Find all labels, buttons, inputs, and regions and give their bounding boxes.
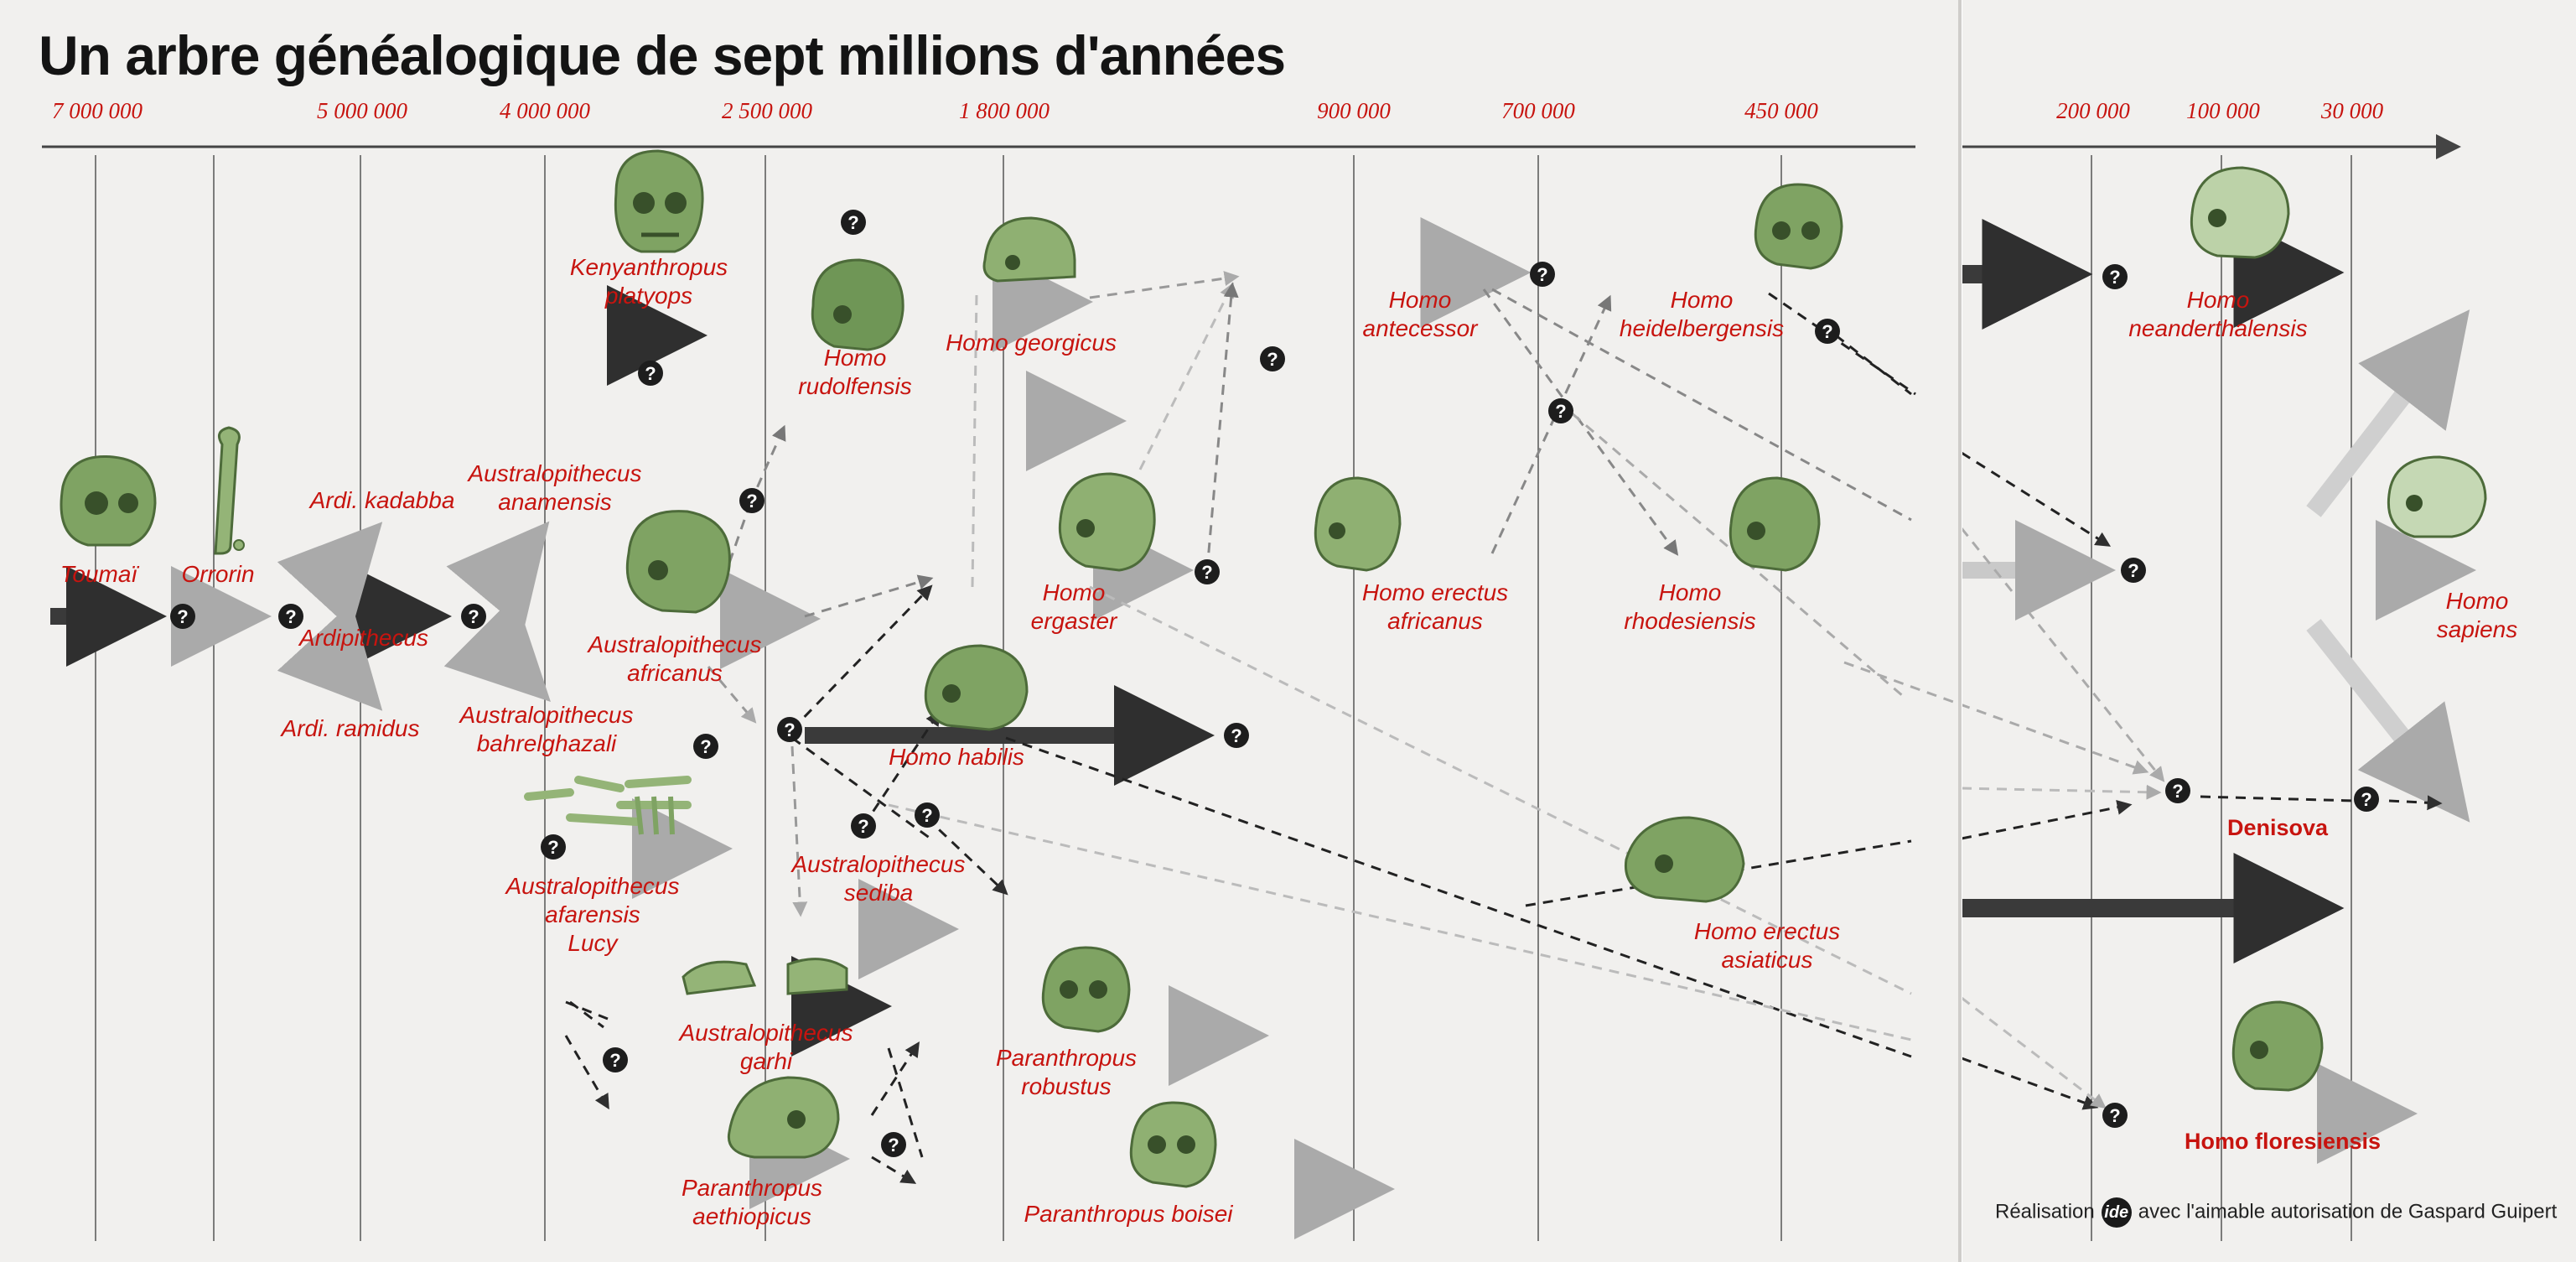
unknown-node-icon	[1195, 559, 1220, 584]
svg-text:?: ?	[2109, 1105, 2121, 1126]
label-homo-georgicus: Homo georgicus	[946, 330, 1117, 356]
svg-text:?: ?	[609, 1050, 621, 1071]
tick-label: 450 000	[1744, 98, 1818, 123]
unknown-node-icon	[1530, 262, 1555, 287]
ide-logo-icon: ide	[2102, 1197, 2132, 1228]
unknown-node-icon	[1815, 319, 1840, 344]
habilis-skull-icon	[925, 646, 1027, 730]
dashed-link	[1962, 805, 2129, 839]
label-homo-rhodesiensis: Homo rhodesiensis	[1624, 579, 1756, 634]
credit-prefix: Réalisation	[1995, 1200, 2095, 1223]
unknown-node-icon	[170, 604, 195, 629]
unknown-nodes	[170, 210, 2382, 1157]
label-aus-sediba: Australopithecus sediba	[791, 851, 966, 906]
unknown-node-icon	[541, 834, 566, 860]
dashed-link	[1962, 1058, 2096, 1107]
unknown-node-icon	[2102, 1103, 2128, 1128]
page-fold	[1958, 0, 1962, 1262]
unknown-node-icon	[1260, 346, 1285, 371]
tick-label: 700 000	[1501, 98, 1575, 123]
lineage-bahrelghazali	[495, 646, 536, 688]
svg-text:?: ?	[1555, 401, 1567, 422]
label-homo-rudolfensis: Homo rudolfensis	[798, 345, 912, 399]
label-ardi-kadabba: Ardi. kadabba	[309, 487, 455, 513]
dashed-link	[1492, 298, 1609, 553]
label-homo-erectus-africanus: Homo erectus africanus	[1361, 579, 1509, 634]
svg-text:?: ?	[700, 736, 712, 757]
svg-text:?: ?	[858, 816, 869, 837]
africanus-skull-icon	[627, 512, 729, 612]
svg-text:?: ?	[2361, 789, 2372, 810]
dashed-link	[805, 579, 930, 616]
georgicus-skull-icon	[984, 218, 1075, 281]
label-homo-antecessor: Homo antecessor	[1362, 287, 1478, 341]
rudolfensis-skull-icon	[812, 260, 903, 350]
unknown-node-icon	[881, 1132, 906, 1157]
dashed-link	[1559, 402, 1903, 696]
unknown-node-icon	[1224, 723, 1249, 748]
label-paranthropus-robustus: Paranthropus robustus	[995, 1045, 1138, 1099]
label-homo-heidelbergensis: Homo heidelbergensis	[1619, 287, 1785, 341]
svg-text:?: ?	[847, 212, 859, 233]
svg-text:?: ?	[888, 1135, 899, 1156]
orrorin-bone-icon	[215, 428, 244, 553]
credit-suffix: avec l'aimable autorisation de Gaspard Guipert	[2138, 1200, 2558, 1223]
unknown-node-icon	[693, 734, 718, 759]
erectus-africanus-skull-icon	[1315, 478, 1400, 570]
tick-label: 7 000 000	[52, 98, 143, 123]
label-aus-afarensis: Australopithecus afarensis Lucy	[505, 873, 680, 956]
label-homo-erectus-asiaticus: Homo erectus asiaticus	[1693, 918, 1841, 973]
dashed-link	[1844, 662, 2146, 771]
dashed-link	[566, 1036, 608, 1107]
tick-label: 1 800 000	[959, 98, 1050, 123]
page-title: Un arbre généalogique de sept millions d'années	[39, 24, 1286, 86]
unknown-node-icon	[915, 802, 940, 828]
label-ardipithecus: Ardipithecus	[298, 625, 429, 651]
unknown-node-icon	[638, 361, 663, 386]
svg-text:?: ?	[285, 606, 297, 627]
svg-text:?: ?	[2128, 560, 2139, 581]
svg-text:?: ?	[746, 491, 758, 512]
unknown-node-icon	[1548, 398, 1573, 423]
unknown-node-icon	[2121, 558, 2146, 583]
lineage-anamensis	[495, 537, 536, 587]
neanderthalensis-skull-icon	[2191, 168, 2288, 257]
dashed-link	[872, 1044, 918, 1115]
dashed-link	[1090, 277, 1236, 298]
lineage-ardi-ramidus	[323, 646, 369, 696]
floresiensis-skull-icon	[2233, 1002, 2322, 1090]
svg-text:?: ?	[1822, 321, 1833, 342]
lineage-sapiens-down	[2314, 625, 2456, 805]
sapiens-skull-icon	[2388, 457, 2485, 537]
svg-text:?: ?	[1231, 725, 1242, 746]
label-aus-bahrelghazali: Australopithecus bahrelghazali	[459, 702, 634, 756]
dashed-link	[2200, 797, 2356, 801]
erectus-asiaticus-skull-icon	[1625, 818, 1744, 901]
label-homo-ergaster: Homo ergaster	[1030, 579, 1117, 634]
dashed-link	[792, 587, 930, 730]
fossil-illustrations	[61, 151, 2485, 1187]
label-denisova: Denisova	[2226, 815, 2329, 840]
label-aus-garhi: Australopithecus garhi	[679, 1020, 853, 1074]
label-ardi-ramidus: Ardi. ramidus	[281, 715, 420, 741]
unknown-node-icon	[777, 717, 802, 742]
tick-label: 2 500 000	[722, 98, 812, 123]
label-kenyanthropus: Kenyanthropus platyops	[569, 254, 728, 309]
label-aus-anamensis: Australopithecus anamensis	[468, 460, 642, 515]
svg-text:?: ?	[1267, 349, 1278, 370]
dashed-link	[1006, 738, 1911, 1057]
dashed-link	[1962, 788, 2159, 792]
label-homo-sapiens: Homo sapiens	[2436, 588, 2518, 642]
unknown-node-icon	[2354, 787, 2379, 812]
label-toumai: Toumaï	[60, 561, 138, 587]
label-paranthropus-boisei: Paranthropus boisei	[1024, 1201, 1233, 1227]
tick-label: 200 000	[2056, 98, 2130, 123]
svg-text:?: ?	[784, 719, 796, 740]
unknown-node-icon	[2102, 264, 2128, 289]
svg-text:?: ?	[177, 606, 189, 627]
aethiopicus-skull-icon	[728, 1078, 838, 1157]
tick-label: 100 000	[2186, 98, 2260, 123]
unknown-node-icon	[2165, 778, 2190, 803]
svg-text:?: ?	[2172, 781, 2184, 802]
label-homo-habilis: Homo habilis	[889, 744, 1024, 770]
dashed-link	[1962, 998, 2104, 1107]
tick-label: 5 000 000	[317, 98, 407, 123]
toumai-skull-icon	[61, 456, 155, 545]
label-paranthropus-aethiopicus: Paranthropus aethiopicus	[681, 1175, 823, 1229]
svg-text:?: ?	[1201, 562, 1213, 583]
unknown-node-icon	[739, 488, 765, 513]
ergaster-skull-icon	[1060, 474, 1154, 570]
svg-text:?: ?	[921, 805, 933, 826]
unknown-node-icon	[851, 813, 876, 839]
rhodesiensis-skull-icon	[1730, 478, 1819, 570]
label-orrorin: Orrorin	[181, 561, 255, 587]
label-homo-neanderthalensis: Homo neanderthalensis	[2128, 287, 2308, 341]
svg-text:?: ?	[1537, 264, 1548, 285]
dashed-link	[1207, 285, 1232, 570]
credit-line	[1995, 1197, 2557, 1228]
tick-label: 30 000	[2320, 98, 2384, 123]
dashed-link	[570, 1002, 604, 1027]
svg-text:?: ?	[468, 606, 479, 627]
label-aus-africanus: Australopithecus africanus	[588, 631, 762, 686]
heidelbergensis-skull-icon	[1755, 184, 1842, 268]
dashed-link	[1962, 453, 2108, 545]
dashed-link	[2389, 801, 2439, 803]
boisei-skull-icon	[1131, 1103, 1215, 1187]
svg-text:?: ?	[547, 837, 559, 858]
lineage-ardi-kadabba	[323, 537, 369, 587]
svg-text:?: ?	[2109, 267, 2121, 288]
unknown-node-icon	[603, 1047, 628, 1072]
unknown-node-icon	[461, 604, 486, 629]
svg-text:?: ?	[645, 363, 656, 384]
dashed-link	[872, 1157, 914, 1182]
tick-label: 900 000	[1317, 98, 1391, 123]
kenyanthropus-skull-icon	[615, 151, 702, 252]
label-homo-floresiensis: Homo floresiensis	[2184, 1129, 2382, 1154]
unknown-node-icon	[841, 210, 866, 235]
lucy-skeleton-icon	[528, 780, 687, 834]
tick-label: 4 000 000	[500, 98, 590, 123]
robustus-skull-icon	[1043, 948, 1129, 1031]
